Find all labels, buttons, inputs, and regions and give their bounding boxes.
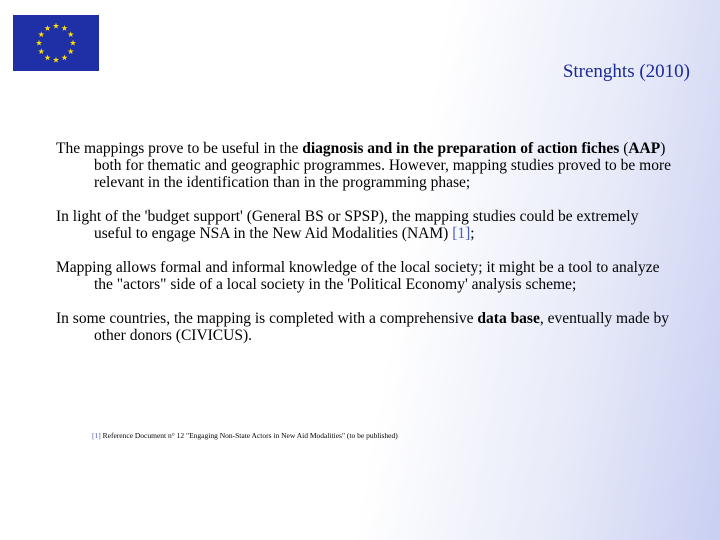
paragraph-1 <box>56 140 676 191</box>
footnote-anchor-link[interactable]: [1] <box>92 431 101 440</box>
paragraph-3 <box>56 259 676 293</box>
emphasis-data-base: data base <box>477 310 540 327</box>
text: ; <box>470 225 475 242</box>
footnote-text: Reference Document n° 12 "Engaging Non-State Actors in New Aid Modalities" (to be published) <box>100 431 398 440</box>
text: In light of the 'budget support' (General BS or SPSP), the mapping studies could be extremely useful to engage NSA in the New Aid Modalities (NAM) <box>56 208 639 242</box>
text: ( <box>619 140 629 157</box>
eu-flag-icon <box>13 15 99 71</box>
star-icon <box>38 31 44 37</box>
slide-title: Strenghts (2010) <box>562 61 690 82</box>
text: ) both for thematic and geographic programmes. However, mapping studies proved to be more relevant in the identification than in the programming phase; <box>94 140 672 191</box>
text: In some countries, the mapping is completed with a comprehensive <box>56 310 478 327</box>
star-icon <box>38 48 44 54</box>
star-icon <box>44 55 50 61</box>
star-icon <box>44 25 50 31</box>
slide-body <box>56 140 676 361</box>
star-icon <box>68 48 74 54</box>
footnote <box>92 431 398 440</box>
footnote-reference-link[interactable]: [1] <box>452 225 471 242</box>
text: The mappings prove to be useful in the <box>56 140 303 157</box>
eu-flag-stars <box>13 15 99 71</box>
text: , eventually made by other donors (CIVICUS). <box>94 310 669 344</box>
star-icon <box>36 40 42 46</box>
paragraph-4 <box>56 310 676 344</box>
star-icon <box>61 55 67 61</box>
star-icon <box>53 57 59 63</box>
emphasis-aap: AAP <box>628 140 661 157</box>
star-icon <box>61 25 67 31</box>
star-icon <box>68 31 74 37</box>
paragraph-2 <box>56 208 676 242</box>
star-icon <box>53 23 59 29</box>
emphasis-diagnosis: diagnosis and in the preparation of action fiches <box>302 140 620 157</box>
star-icon <box>70 40 76 46</box>
text: Mapping allows formal and informal knowledge of the local society; it might be a tool to analyze the "actors" side of a local society in the 'Political Economy' analysis scheme; <box>56 259 660 293</box>
